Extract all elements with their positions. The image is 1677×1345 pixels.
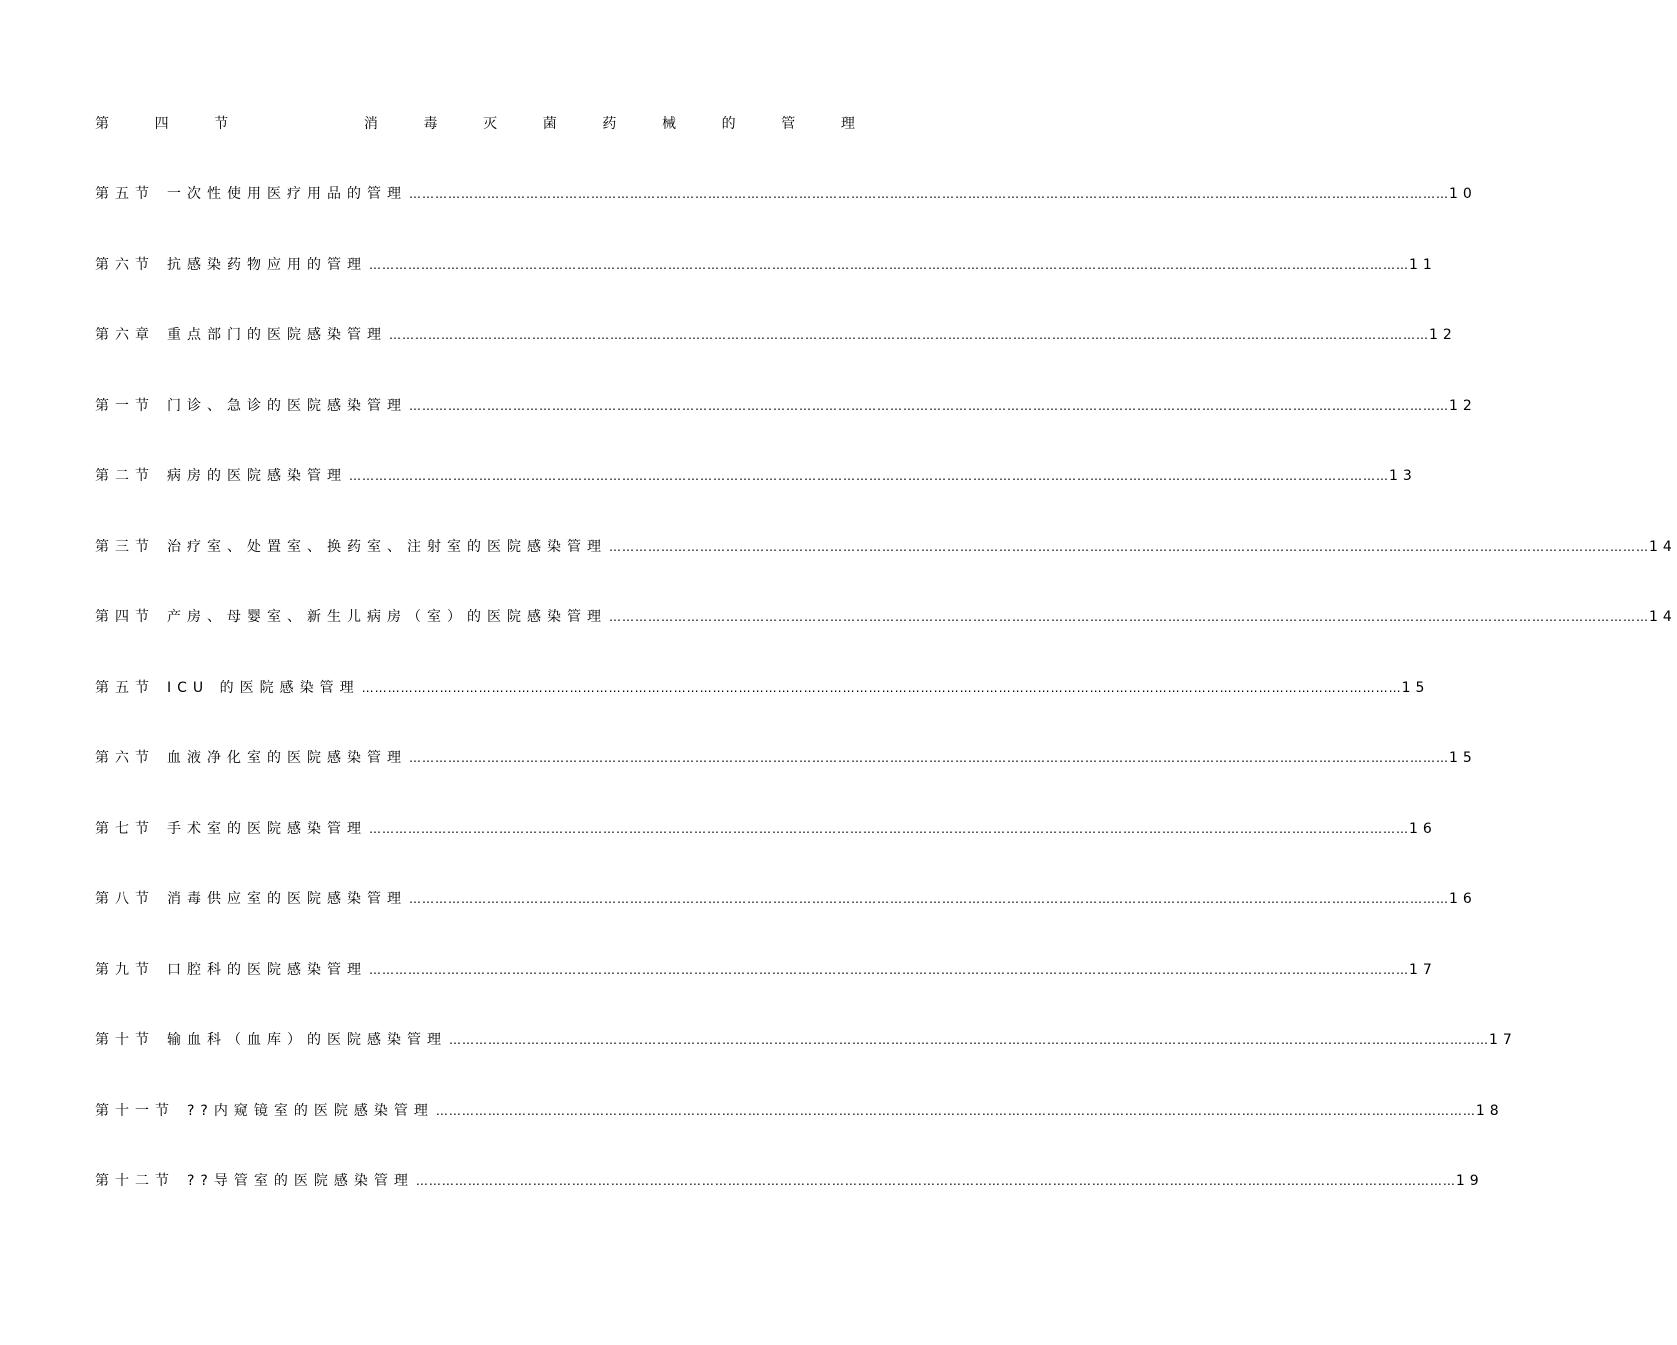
toc-heading-char: 四 <box>154 116 169 132</box>
toc-heading-char: 菌 <box>542 116 557 132</box>
toc-entry-title: 病房的医院感染管理 <box>167 468 347 484</box>
toc-entry-title: ICU 的医院感染管理 <box>167 680 360 696</box>
toc-entry[interactable] <box>95 324 1457 346</box>
toc-entry[interactable] <box>95 747 1477 769</box>
toc-dot-leader: …………………………………………………………………………………………………………………………………………………………………………………………………………………… <box>369 822 1409 836</box>
toc-heading-char: 节 <box>214 116 229 132</box>
toc-heading-line <box>95 113 855 135</box>
toc-heading-char: 的 <box>721 116 736 132</box>
toc-entry-label: 第八节 <box>95 891 155 907</box>
toc-entry[interactable] <box>95 888 1477 910</box>
toc-entry-page-number: 16 <box>1409 821 1437 837</box>
toc-entry-title: 消毒供应室的医院感染管理 <box>167 891 407 907</box>
toc-heading-char: 理 <box>840 116 855 132</box>
toc-entry-page-number: 10 <box>1449 186 1477 202</box>
toc-entry-label: 第五节 <box>95 186 155 202</box>
toc-dot-leader: …………………………………………………………………………………………………………………………………………………………………………………………………………………… <box>415 1174 1456 1188</box>
toc-entry-page-number: 12 <box>1449 398 1477 414</box>
toc-entry-label: 第十一节 <box>95 1103 175 1119</box>
toc-entry-title: 抗感染药物应用的管理 <box>167 257 367 273</box>
toc-entry-title: 手术室的医院感染管理 <box>167 821 367 837</box>
toc-entry[interactable] <box>95 395 1477 417</box>
toc-entry[interactable] <box>95 254 1437 276</box>
toc-entry-label: 第九节 <box>95 962 155 978</box>
toc-entry-page-number: 19 <box>1455 1173 1484 1189</box>
toc-entry-label: 第十节 <box>95 1032 155 1048</box>
toc-dot-leader: …………………………………………………………………………………………………………………………………………………………………………………………………………………… <box>369 963 1409 977</box>
toc-entry-label: 第三节 <box>95 539 155 555</box>
toc-heading-char: 药 <box>602 116 617 132</box>
toc-entry-page-number: 11 <box>1409 257 1437 273</box>
toc-entry-page-number: 15 <box>1401 680 1430 696</box>
toc-entry-label: 第四节 <box>95 609 155 625</box>
toc-entry-page-number: 12 <box>1429 327 1457 343</box>
toc-entry-page-number: 16 <box>1449 891 1477 907</box>
toc-entry[interactable] <box>95 536 1677 558</box>
toc-entry-title: 治疗室、处置室、换药室、注射室的医院感染管理 <box>167 539 607 555</box>
toc-dot-leader: …………………………………………………………………………………………………………………………………………………………………………………………………………………… <box>609 610 1649 624</box>
toc-entry-label: 第一节 <box>95 398 155 414</box>
toc-entry-label: 第二节 <box>95 468 155 484</box>
toc-entry-title: 产房、母婴室、新生儿病房（室）的医院感染管理 <box>167 609 607 625</box>
toc-entry[interactable] <box>95 818 1437 840</box>
toc-entry[interactable] <box>95 959 1437 981</box>
toc-entry-title: 口腔科的医院感染管理 <box>167 962 367 978</box>
toc-entry-label: 第六节 <box>95 257 155 273</box>
toc-entry-title: 重点部门的医院感染管理 <box>167 327 387 343</box>
toc-entry-label: 第六章 <box>95 327 155 343</box>
toc-heading-char: 毒 <box>423 116 438 132</box>
toc-entry-page-number: 13 <box>1389 468 1417 484</box>
toc-entry[interactable] <box>95 1029 1517 1051</box>
toc-heading-char: 管 <box>781 116 796 132</box>
toc-heading-char: 械 <box>662 116 676 132</box>
toc-entry-title: 输血科（血库）的医院感染管理 <box>167 1032 447 1048</box>
toc-entry[interactable] <box>95 677 1430 699</box>
toc-entry[interactable] <box>95 465 1417 487</box>
toc-dot-leader: …………………………………………………………………………………………………………………………………………………………………………………………………………………… <box>409 751 1449 765</box>
toc-entry-label: 第六节 <box>95 750 155 766</box>
toc-heading-char: 灭 <box>483 116 498 132</box>
toc-entry-title: 一次性使用医疗用品的管理 <box>167 186 407 202</box>
toc-entry-page-number: 17 <box>1489 1032 1517 1048</box>
toc-entry-title: 血液净化室的医院感染管理 <box>167 750 407 766</box>
toc-dot-leader: …………………………………………………………………………………………………………………………………………………………………………………………………………………… <box>361 681 1402 695</box>
toc-entry-page-number: 15 <box>1449 750 1477 766</box>
toc-dot-leader: …………………………………………………………………………………………………………………………………………………………………………………………………………………… <box>609 540 1649 554</box>
toc-dot-leader: …………………………………………………………………………………………………………………………………………………………………………………………………………………… <box>389 328 1429 342</box>
toc-dot-leader: …………………………………………………………………………………………………………………………………………………………………………………………………………………… <box>369 258 1409 272</box>
toc-entry-label: 第十二节 <box>95 1173 175 1189</box>
toc-entry-title: ??内窥镜室的医院感染管理 <box>187 1103 434 1119</box>
toc-entry-label: 第五节 <box>95 680 155 696</box>
toc-entry[interactable] <box>95 183 1477 205</box>
toc-entry-page-number: 14 <box>1649 539 1677 555</box>
toc-entry[interactable] <box>95 606 1677 628</box>
toc-dot-leader: …………………………………………………………………………………………………………………………………………………………………………………………………………………… <box>409 892 1449 906</box>
toc-entry[interactable] <box>95 1170 1484 1192</box>
toc-dot-leader: …………………………………………………………………………………………………………………………………………………………………………………………………………………… <box>349 469 1389 483</box>
toc-entry-title: ??导管室的医院感染管理 <box>187 1173 414 1189</box>
toc-dot-leader: …………………………………………………………………………………………………………………………………………………………………………………………………………………… <box>435 1104 1476 1118</box>
toc-entry[interactable] <box>95 1100 1504 1122</box>
toc-entry-title: 门诊、急诊的医院感染管理 <box>167 398 407 414</box>
toc-entry-page-number: 14 <box>1649 609 1677 625</box>
toc-entry-page-number: 18 <box>1475 1103 1504 1119</box>
toc-dot-leader: …………………………………………………………………………………………………………………………………………………………………………………………………………………… <box>409 187 1449 201</box>
toc-dot-leader: …………………………………………………………………………………………………………………………………………………………………………………………………………………… <box>409 399 1449 413</box>
toc-entry-label: 第七节 <box>95 821 155 837</box>
toc-dot-leader: …………………………………………………………………………………………………………………………………………………………………………………………………………………… <box>449 1033 1489 1047</box>
toc-heading-char: 第 <box>95 116 109 132</box>
toc-heading-char: 消 <box>363 116 378 132</box>
toc-entry-page-number: 17 <box>1409 962 1437 978</box>
